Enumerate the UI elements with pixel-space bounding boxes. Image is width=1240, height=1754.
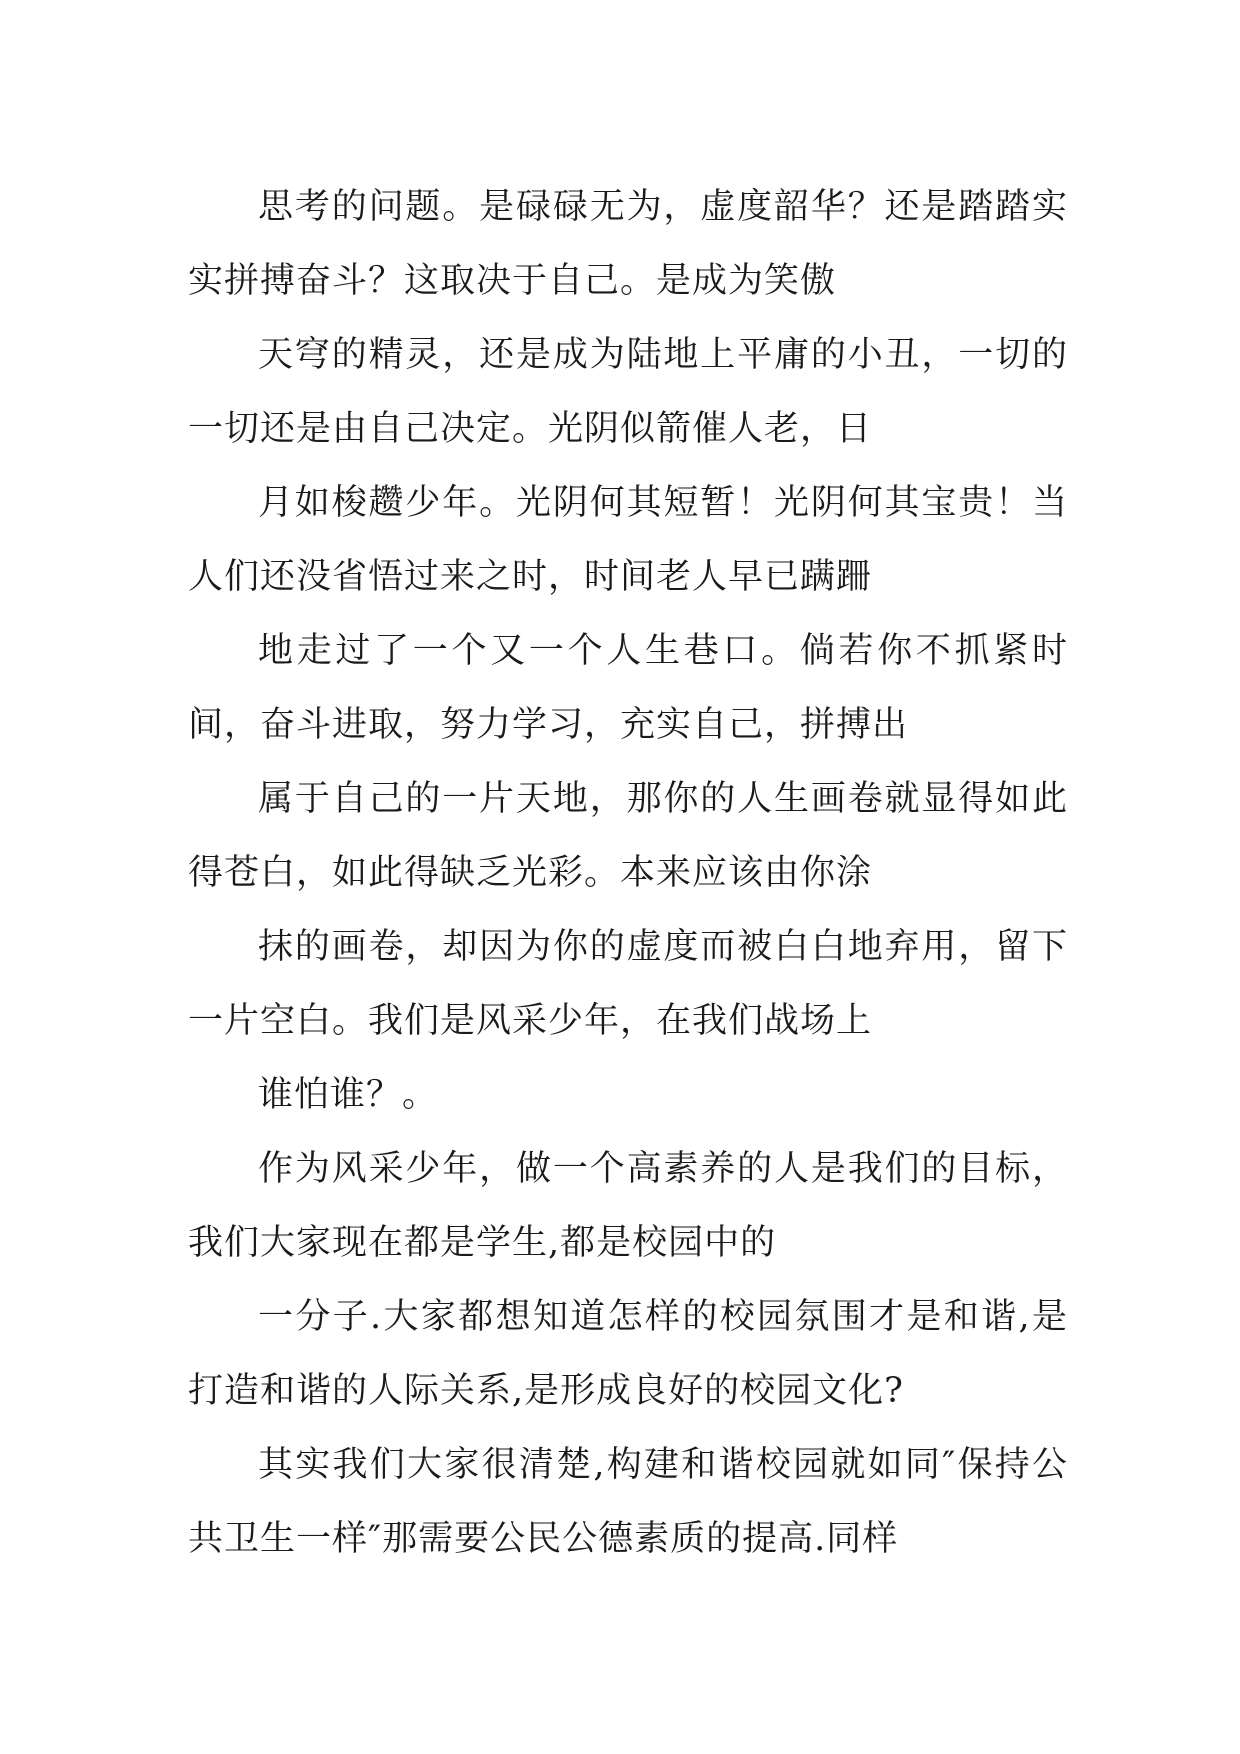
- paragraph-3: 月如梭趱少年。光阴何其短暂！光阴何其宝贵！当人们还没省悟过来之时，时间老人早已蹒跚: [188, 483, 1068, 597]
- paragraph-4: 地走过了一个又一个人生巷口。倘若你不抓紧时间，奋斗进取，努力学习，充实自己，拼搏出: [188, 631, 1068, 745]
- paragraph-7: 谁怕谁？。: [258, 1075, 439, 1115]
- paragraph-8: 作为风采少年，做一个高素养的人是我们的目标，我们大家现在都是学生,都是校园中的: [188, 1149, 1068, 1263]
- document-body: [188, 170, 1068, 1576]
- paragraph-9: 一分子.大家都想知道怎样的校园氛围才是和谐,是打造和谐的人际关系,是形成良好的校园文化?: [188, 1297, 1068, 1411]
- paragraph-2: 天穹的精灵，还是成为陆地上平庸的小丑，一切的一切还是由自己决定。光阴似箭催人老，日: [188, 335, 1068, 449]
- paragraph-6: 抹的画卷，却因为你的虚度而被白白地弃用，留下一片空白。我们是风采少年，在我们战场上: [188, 927, 1068, 1041]
- paragraph-10: 其实我们大家很清楚,构建和谐校园就如同″保持公共卫生一样″那需要公民公德素质的提高.同样: [188, 1445, 1068, 1559]
- paragraph-5: 属于自己的一片天地，那你的人生画卷就显得如此得苍白，如此得缺乏光彩。本来应该由你涂: [188, 779, 1068, 893]
- paragraph-1: 思考的问题。是碌碌无为，虚度韶华？还是踏踏实实拼搏奋斗？这取决于自己。是成为笑傲: [188, 187, 1068, 301]
